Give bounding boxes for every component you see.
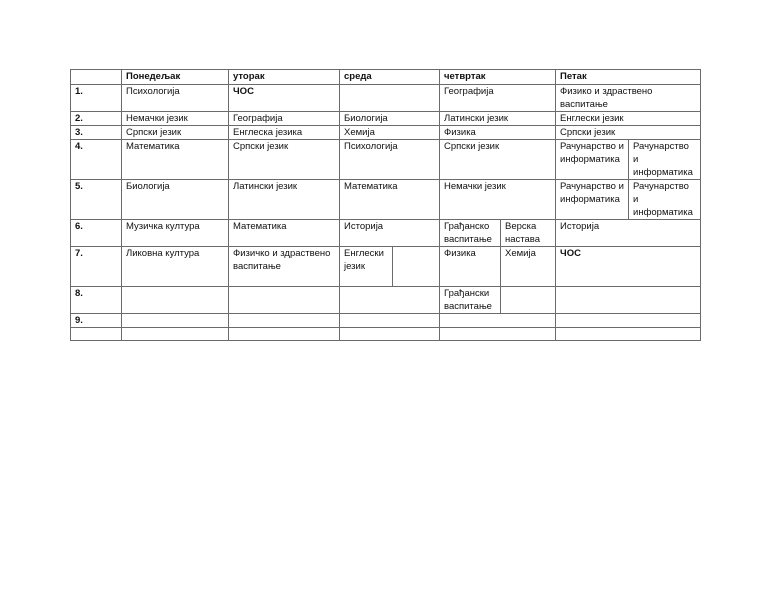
table-row [71,126,701,140]
cell-wednesday: Историја [340,220,440,247]
cell-thursday: Немачки језик [440,180,556,220]
cell-thursday-group-b [501,287,556,314]
cell-monday: Немачки језик [122,112,229,126]
period-number: 7. [71,247,122,287]
cell-thursday-group-b: Верска настава [501,220,556,247]
cell-tuesday [229,328,340,341]
timetable [70,69,701,341]
period-number: 8. [71,287,122,314]
cell-thursday: Физика [440,126,556,140]
cell-thursday: Латински језик [440,112,556,126]
cell-monday [122,287,229,314]
cell-tuesday: Српски језик [229,140,340,180]
period-number: 1. [71,85,122,112]
cell-friday: Енглески језик [556,112,701,126]
cell-wednesday [340,328,440,341]
cell-tuesday [229,287,340,314]
cell-thursday-group-a: Грађанско васпитање [440,220,501,247]
cell-friday-group-b: Рачунарство и информатика [629,140,701,180]
table-row [71,314,701,328]
cell-thursday [440,314,556,328]
cell-friday: Физико и здраствено васпитање [556,85,701,112]
cell-wednesday: Биологија [340,112,440,126]
cell-friday-group-a: Рачунарство и информатика [556,180,629,220]
period-number: 5. [71,180,122,220]
cell-tuesday [229,314,340,328]
table-row [71,247,701,287]
cell-thursday-group-b: Хемија [501,247,556,287]
cell-friday: ЧОС [556,247,701,287]
table-row [71,85,701,112]
cell-monday: Ликовна култура [122,247,229,287]
cell-monday: Музичка култура [122,220,229,247]
cell-thursday-group-a: Физика [440,247,501,287]
cell-tuesday: Географија [229,112,340,126]
cell-monday: Српски језик [122,126,229,140]
cell-monday: Психологија [122,85,229,112]
cell-wednesday: Хемија [340,126,440,140]
cell-monday [122,328,229,341]
cell-wednesday: Психологија [340,140,440,180]
table-row [71,140,701,180]
cell-thursday: Географија [440,85,556,112]
header-wednesday: среда [340,70,440,85]
header-tuesday: уторак [229,70,340,85]
table-row [71,328,701,341]
cell-thursday [440,328,556,341]
cell-tuesday: Математика [229,220,340,247]
cell-thursday: Српски језик [440,140,556,180]
cell-wednesday: Математика [340,180,440,220]
header-row [71,70,701,85]
period-number: 9. [71,314,122,328]
cell-friday-group-b: Рачунарство и информатика [629,180,701,220]
header-thursday: четвртак [440,70,556,85]
period-number: 3. [71,126,122,140]
cell-friday [556,328,701,341]
cell-friday [556,287,701,314]
cell-monday [122,314,229,328]
cell-thursday-group-a: Грађански васпитање [440,287,501,314]
cell-monday: Биологија [122,180,229,220]
cell-friday: Српски језик [556,126,701,140]
header-monday: Понедељак [122,70,229,85]
cell-wednesday [340,85,440,112]
period-number: 6. [71,220,122,247]
period-number: 4. [71,140,122,180]
header-friday: Петак [556,70,701,85]
cell-tuesday: Латински језик [229,180,340,220]
cell-wednesday-group-a: Енглески језик [340,247,393,287]
cell-monday: Математика [122,140,229,180]
cell-friday-group-a: Рачунарство и информатика [556,140,629,180]
cell-tuesday: Физичко и здраствено васпитање [229,247,340,287]
period-number: 2. [71,112,122,126]
cell-friday: Историја [556,220,701,247]
cell-tuesday: ЧОС [229,85,340,112]
table-row [71,180,701,220]
cell-wednesday [340,314,440,328]
table-row [71,220,701,247]
cell-tuesday: Енглеска језика [229,126,340,140]
table-row [71,112,701,126]
cell-wednesday-group-b [393,247,440,287]
table-row [71,287,701,314]
period-number [71,328,122,341]
cell-friday [556,314,701,328]
cell-wednesday [340,287,440,314]
header-num [71,70,122,85]
